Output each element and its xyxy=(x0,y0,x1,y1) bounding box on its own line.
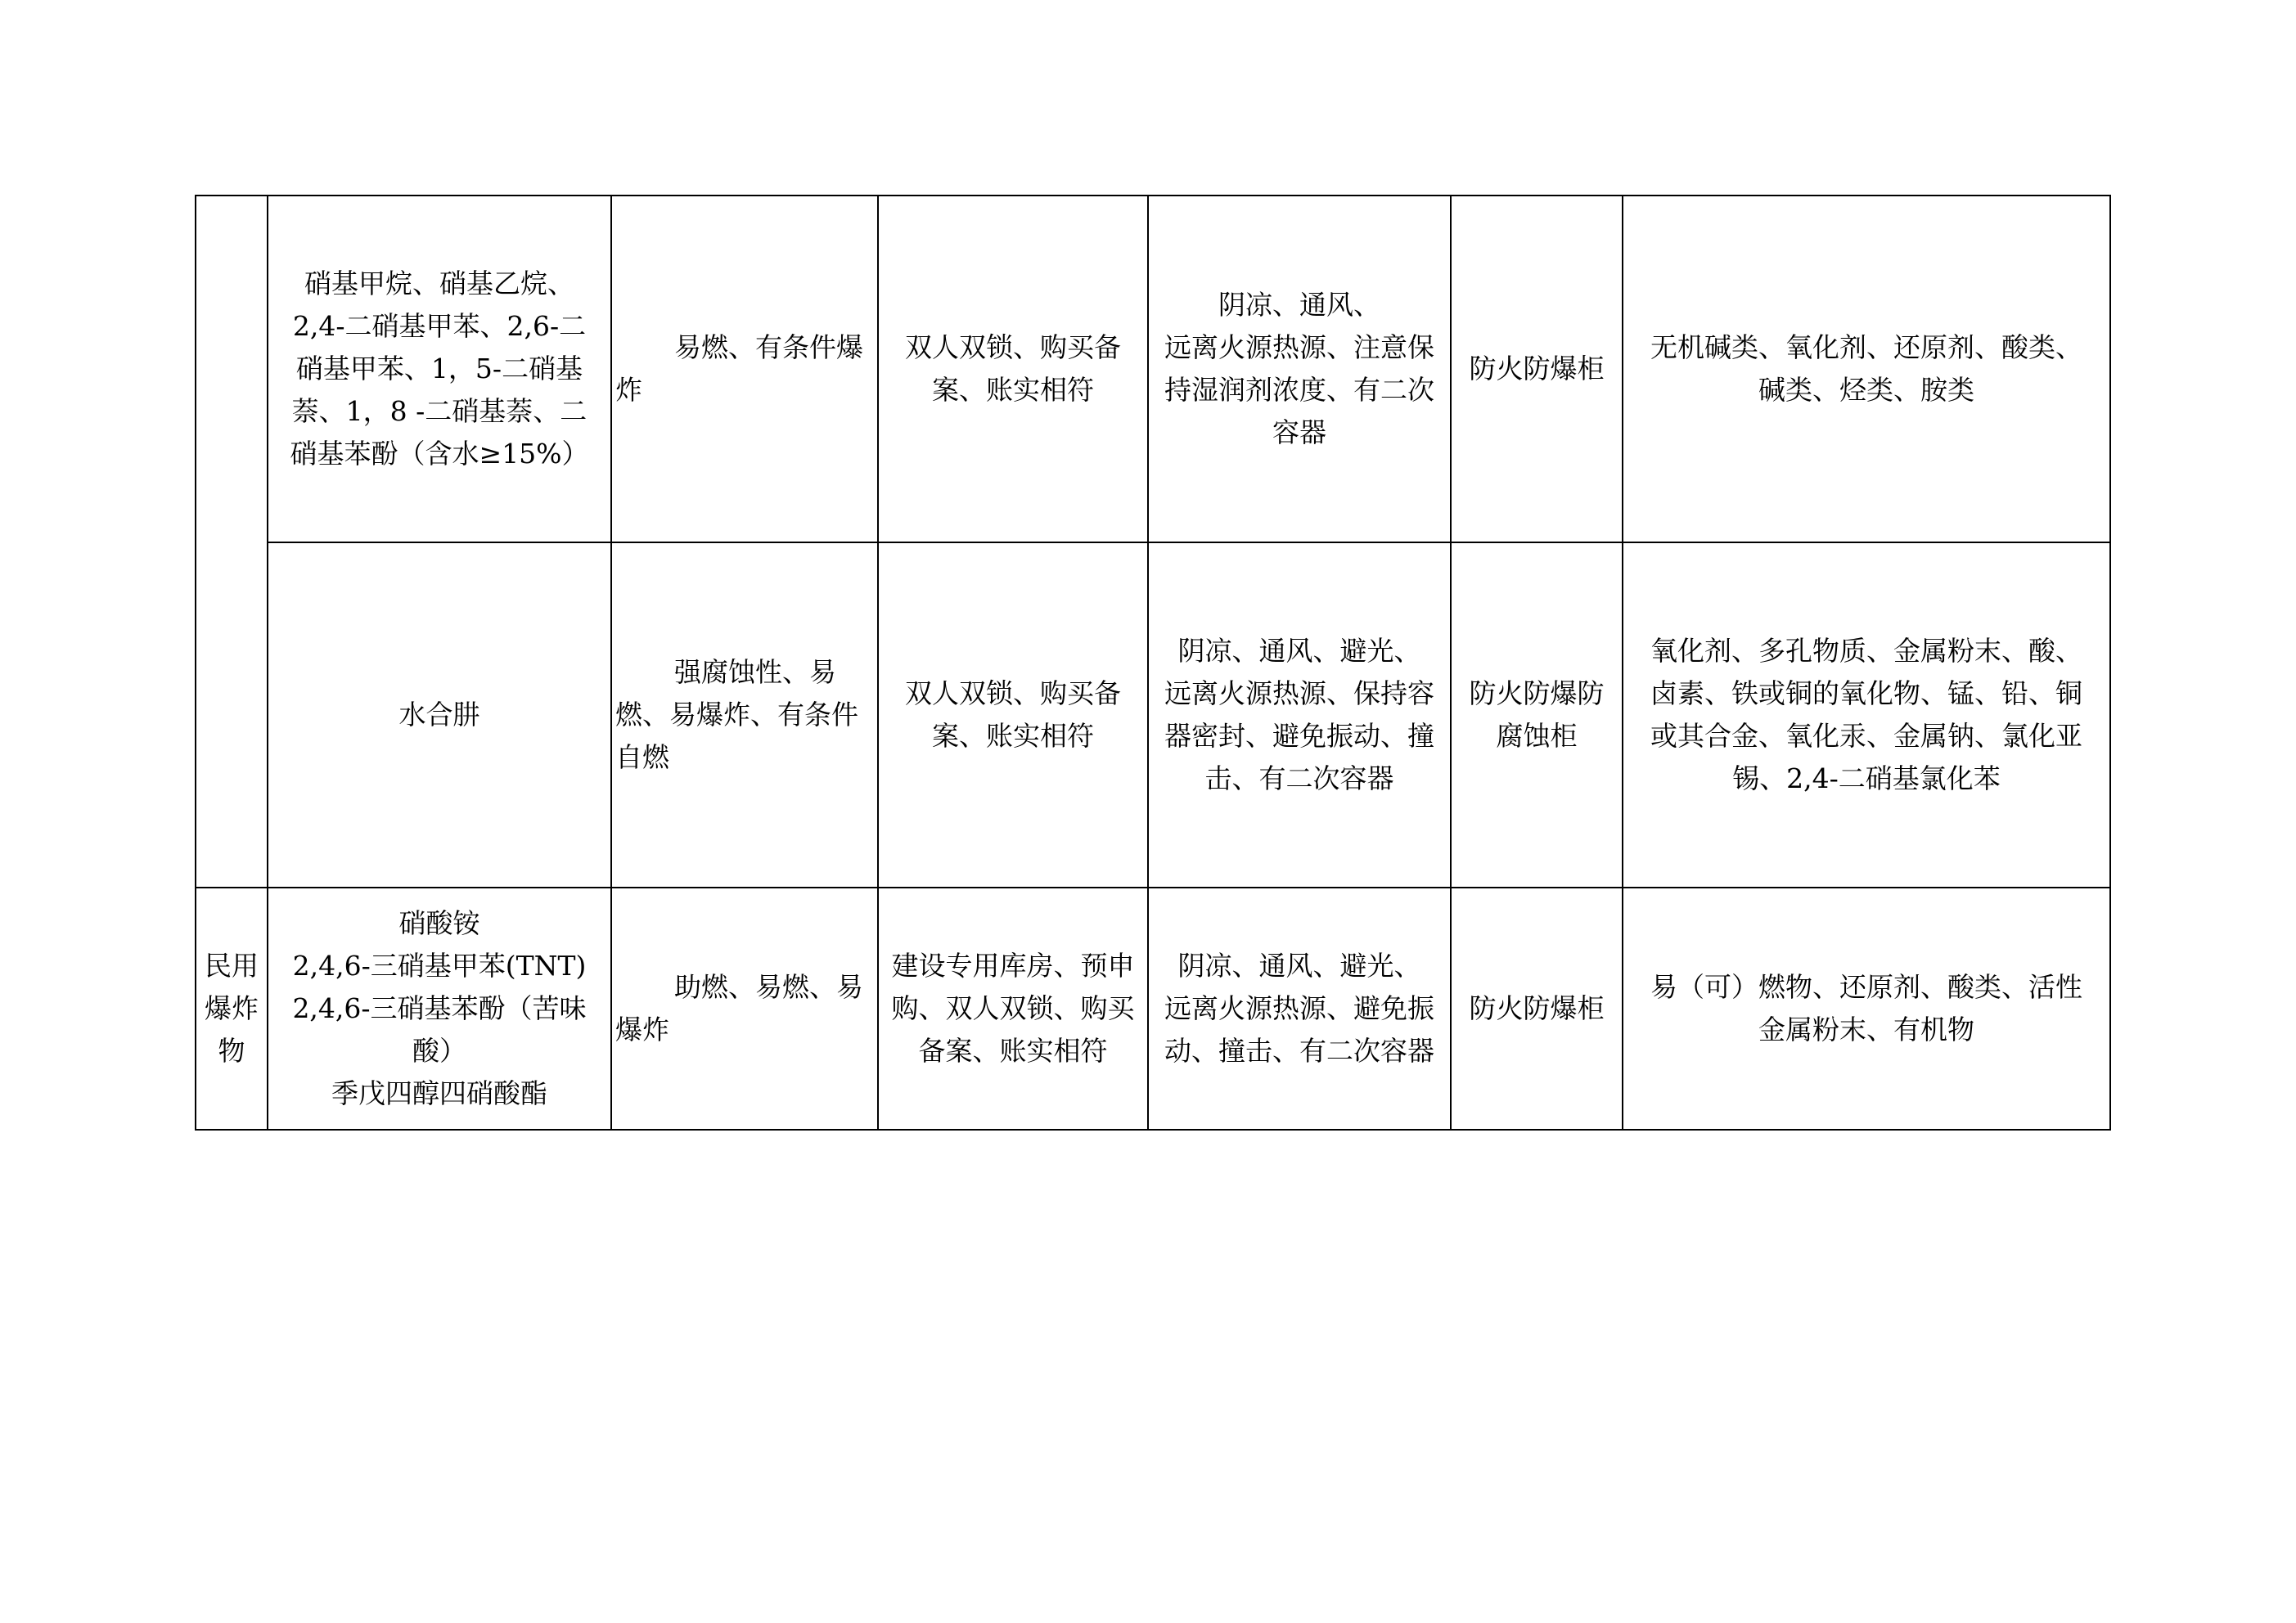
storage-line: 远离火源热源、注意保 xyxy=(1164,331,1434,363)
storage-line: 阴凉、通风、避光、 xyxy=(1177,950,1421,982)
incompatible-line: 无机碱类、氧化剂、还原剂、酸类、 xyxy=(1650,331,2082,363)
substance-line: 萘、1，8 -二硝基萘、二 xyxy=(291,395,588,427)
storage-line: 容器 xyxy=(1272,416,1326,448)
table-row xyxy=(196,196,2110,542)
substance-line: 2,4,6-三硝基苯酚（苦味 xyxy=(292,992,587,1024)
storage-conditions-cell xyxy=(1148,196,1451,542)
hazard-text: 易燃、有条件爆炸 xyxy=(615,331,863,406)
incompatible-line: 或其合金、氧化汞、金属钠、氯化亚 xyxy=(1650,720,2082,752)
cabinet-cell xyxy=(1451,888,1623,1130)
storage-line: 远离火源热源、保持容 xyxy=(1164,677,1434,709)
storage-line: 阴凉、通风、避光、 xyxy=(1177,635,1421,667)
management-cell xyxy=(878,542,1148,888)
management-line: 备案、账实相符 xyxy=(918,1035,1108,1067)
substance-line: 硝酸铵 xyxy=(398,907,480,939)
substance-line: 2,4,6-三硝基甲苯(TNT) xyxy=(292,950,587,982)
management-line: 购、双人双锁、购买 xyxy=(891,992,1135,1024)
incompatible-cell xyxy=(1623,542,2110,888)
storage-line: 阴凉、通风、 xyxy=(1218,289,1380,321)
incompatible-line: 氧化剂、多孔物质、金属粉末、酸、 xyxy=(1650,635,2082,667)
incompatible-line: 卤素、铁或铜的氧化物、锰、铅、铜 xyxy=(1650,677,2082,709)
hazard-cell xyxy=(611,196,878,542)
substance-line: 硝基甲苯、1，5-二硝基 xyxy=(295,353,583,384)
incompatible-line: 易（可）燃物、还原剂、酸类、活性 xyxy=(1650,971,2082,1003)
management-line: 案、账实相符 xyxy=(932,374,1094,406)
substance-cell xyxy=(268,888,611,1130)
storage-line: 器密封、避免振动、撞 xyxy=(1164,720,1434,752)
table-row xyxy=(196,542,2110,888)
substance-cell xyxy=(268,196,611,542)
management-line: 双人双锁、购买备 xyxy=(905,331,1121,363)
cabinet-line: 防火防爆防 xyxy=(1469,677,1605,709)
management-line: 案、账实相符 xyxy=(932,720,1094,752)
cabinet-cell xyxy=(1451,196,1623,542)
chemical-storage-table xyxy=(195,195,2111,1131)
management-line: 双人双锁、购买备 xyxy=(905,677,1121,709)
substance-line: 硝基甲烷、硝基乙烷、 xyxy=(304,268,574,299)
storage-line: 远离火源热源、避免振 xyxy=(1164,992,1434,1024)
hazard-cell xyxy=(611,888,878,1130)
category-label: 民用爆炸物 xyxy=(205,950,259,1067)
incompatible-cell xyxy=(1623,888,2110,1130)
cabinet-line: 腐蚀柜 xyxy=(1496,720,1578,752)
storage-line: 持湿润剂浓度、有二次 xyxy=(1164,374,1434,406)
incompatible-line: 锡、2,4-二硝基氯化苯 xyxy=(1732,762,2001,794)
storage-conditions-cell xyxy=(1148,888,1451,1130)
category-cell xyxy=(196,888,268,1130)
incompatible-line: 金属粉末、有机物 xyxy=(1758,1014,1974,1045)
incompatible-line: 碱类、烃类、胺类 xyxy=(1758,374,1974,406)
substance-line: 酸） xyxy=(412,1035,466,1067)
cabinet-cell xyxy=(1451,542,1623,888)
management-cell xyxy=(878,888,1148,1130)
hazard-text: 强腐蚀性、易燃、易爆炸、有条件自燃 xyxy=(615,656,858,773)
category-cell xyxy=(196,196,268,888)
substance-line: 季戊四醇四硝酸酯 xyxy=(331,1077,547,1109)
storage-line: 动、撞击、有二次容器 xyxy=(1164,1035,1434,1067)
incompatible-cell xyxy=(1623,196,2110,542)
management-cell xyxy=(878,196,1148,542)
hazard-cell xyxy=(611,542,878,888)
substance-line: 硝基苯酚（含水≥15%） xyxy=(290,438,589,470)
cabinet-line: 防火防爆柜 xyxy=(1469,353,1605,384)
substance-line: 2,4-二硝基甲苯、2,6-二 xyxy=(292,310,587,342)
substance-cell xyxy=(268,542,611,888)
storage-line: 击、有二次容器 xyxy=(1204,762,1394,794)
table-row xyxy=(196,888,2110,1130)
substance-line: 水合肼 xyxy=(398,699,480,731)
storage-conditions-cell xyxy=(1148,542,1451,888)
cabinet-line: 防火防爆柜 xyxy=(1469,992,1605,1024)
hazard-text: 助燃、易燃、易爆炸 xyxy=(615,971,863,1045)
management-line: 建设专用库房、预申 xyxy=(891,950,1135,982)
